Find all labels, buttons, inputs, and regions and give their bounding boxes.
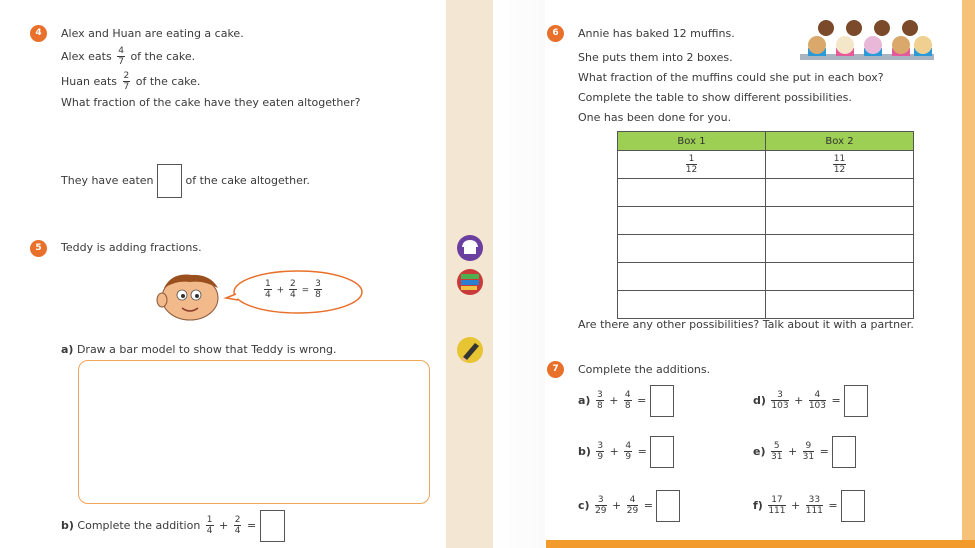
q6-line5: One has been done for you. bbox=[578, 111, 732, 124]
table-cell[interactable] bbox=[618, 235, 766, 263]
q4-answer-line bbox=[61, 164, 310, 198]
fraction: $\frac{4}{7}$ bbox=[118, 46, 124, 67]
answer-box[interactable] bbox=[832, 436, 856, 468]
q5a-text: Draw a bar model to show that Teddy is wrong. bbox=[76, 343, 337, 356]
q5b-text: Complete the addition bbox=[77, 519, 201, 532]
plus-sign: + bbox=[276, 285, 285, 296]
q5-line1: Teddy is adding fractions. bbox=[61, 241, 202, 254]
fraction: $\frac{9}{31}$ bbox=[802, 441, 815, 462]
teddy-face-image bbox=[152, 270, 224, 322]
q5b-line bbox=[61, 510, 285, 542]
equals-sign: = bbox=[637, 445, 647, 458]
q6-line1: Annie has baked 12 muffins. bbox=[578, 27, 735, 40]
q7-item-b bbox=[578, 436, 674, 468]
q4-huan-pre: Huan eats bbox=[61, 75, 118, 88]
q5a-label: a) bbox=[61, 343, 74, 356]
table-cell[interactable] bbox=[766, 179, 914, 207]
equals-sign: = bbox=[819, 445, 829, 458]
equals-sign: = bbox=[828, 499, 838, 512]
cupcake-icon bbox=[455, 234, 485, 262]
table-cell[interactable] bbox=[618, 263, 766, 291]
equals-sign: = bbox=[831, 394, 841, 407]
plus-sign: + bbox=[219, 519, 229, 532]
muffin-table-wrapper bbox=[617, 131, 914, 319]
table-row bbox=[618, 291, 914, 319]
q4-answer-post: of the cake altogether. bbox=[185, 174, 310, 187]
answer-box[interactable] bbox=[656, 490, 680, 522]
gutter-shadow bbox=[493, 0, 545, 548]
item-label: d) bbox=[753, 394, 766, 407]
q5b-label: b) bbox=[61, 519, 74, 532]
q7-item-d bbox=[753, 385, 868, 417]
fraction: $\frac{3}{9}$ bbox=[597, 441, 604, 462]
fraction: $\frac{3}{29}$ bbox=[595, 495, 607, 516]
equals-sign: = bbox=[637, 394, 647, 407]
muffin-table bbox=[617, 131, 914, 319]
fraction: $\frac{1}{4}$ bbox=[206, 515, 213, 536]
q4-alex-pre: Alex eats bbox=[61, 50, 112, 63]
plus-sign: + bbox=[609, 394, 619, 407]
answer-box[interactable] bbox=[844, 385, 868, 417]
item-label: a) bbox=[578, 394, 591, 407]
table-header-box2: Box 2 bbox=[766, 132, 914, 151]
item-label: e) bbox=[753, 445, 766, 458]
plus-sign: + bbox=[609, 445, 619, 458]
fraction: $\frac{1}{12}$ bbox=[685, 153, 698, 175]
item-label: c) bbox=[578, 499, 590, 512]
q4-line1: Alex and Huan are eating a cake. bbox=[61, 27, 244, 40]
table-cell[interactable] bbox=[766, 207, 914, 235]
fraction: $\frac{2}{4}$ bbox=[290, 279, 296, 300]
pencil-icon bbox=[455, 336, 485, 364]
q7-item-c bbox=[578, 490, 680, 522]
fraction: $\frac{4}{8}$ bbox=[624, 390, 631, 411]
table-row bbox=[618, 207, 914, 235]
fraction: $\frac{4}{103}$ bbox=[808, 390, 826, 411]
q4-question: What fraction of the cake have they eaten altogether? bbox=[61, 96, 361, 109]
fraction: $\frac{5}{31}$ bbox=[771, 441, 783, 462]
q7-item-a bbox=[578, 385, 674, 417]
question-7-number: 7 bbox=[547, 361, 564, 378]
plus-sign: + bbox=[794, 394, 804, 407]
equals-sign: = bbox=[246, 519, 257, 532]
question-4-number: 4 bbox=[30, 25, 47, 42]
fraction: $\frac{2}{7}$ bbox=[123, 71, 130, 92]
muffin-tray-image bbox=[798, 18, 938, 68]
q7-line1: Complete the additions. bbox=[578, 363, 711, 376]
table-cell[interactable] bbox=[766, 263, 914, 291]
item-label: f) bbox=[753, 499, 763, 512]
q5b-answer-box[interactable] bbox=[260, 510, 285, 542]
table-cell[interactable] bbox=[766, 291, 914, 319]
table-row bbox=[618, 263, 914, 291]
equals-sign: = bbox=[301, 285, 310, 296]
answer-box[interactable] bbox=[841, 490, 865, 522]
table-cell[interactable] bbox=[618, 207, 766, 235]
table-cell[interactable] bbox=[618, 291, 766, 319]
fraction: $\frac{11}{12}$ bbox=[833, 153, 846, 175]
q7-item-e bbox=[753, 436, 856, 468]
fraction: $\frac{4}{9}$ bbox=[625, 441, 632, 462]
table-row bbox=[618, 179, 914, 207]
table-cell[interactable] bbox=[766, 235, 914, 263]
fraction: $\frac{33}{111}$ bbox=[805, 495, 823, 516]
table-header-box1: Box 1 bbox=[618, 132, 766, 151]
q4-huan-post: of the cake. bbox=[135, 75, 201, 88]
q4-huan-line bbox=[61, 72, 200, 92]
q6-followup: Are there any other possibilities? Talk about it with a partner. bbox=[578, 318, 914, 331]
bar-model-drawing-area[interactable] bbox=[78, 360, 430, 504]
question-5-number: 5 bbox=[30, 240, 47, 257]
fraction: $\frac{4}{29}$ bbox=[626, 495, 639, 516]
q4-answer-pre: They have eaten bbox=[61, 174, 154, 187]
q6-line2: She puts them into 2 boxes. bbox=[578, 51, 733, 64]
answer-box[interactable] bbox=[650, 385, 674, 417]
fraction: $\frac{3}{8}$ bbox=[315, 279, 321, 300]
q5a-line bbox=[61, 343, 337, 356]
table-cell bbox=[766, 151, 914, 179]
equals-sign: = bbox=[643, 499, 653, 512]
question-6-number: 6 bbox=[547, 25, 564, 42]
q6-line4: Complete the table to show different possibilities. bbox=[578, 91, 852, 104]
plus-sign: + bbox=[612, 499, 622, 512]
q4-answer-box[interactable] bbox=[157, 164, 182, 198]
q6-line3: What fraction of the muffins could she put in each box? bbox=[578, 71, 884, 84]
bottom-orange-bar bbox=[546, 540, 975, 548]
table-row bbox=[618, 235, 914, 263]
answer-box[interactable] bbox=[650, 436, 674, 468]
q4-alex-line bbox=[61, 47, 195, 67]
right-margin-stripe bbox=[962, 0, 975, 548]
bubble-equation bbox=[262, 280, 324, 300]
plus-sign: + bbox=[791, 499, 801, 512]
fraction: $\frac{2}{4}$ bbox=[234, 515, 241, 536]
fraction: $\frac{1}{4}$ bbox=[265, 279, 271, 300]
plus-sign: + bbox=[787, 445, 798, 458]
item-label: b) bbox=[578, 445, 591, 458]
table-row bbox=[618, 151, 914, 179]
fraction: $\frac{3}{8}$ bbox=[596, 390, 603, 411]
books-icon bbox=[455, 268, 485, 296]
fraction: $\frac{17}{111}$ bbox=[768, 495, 786, 516]
q7-item-f bbox=[753, 490, 865, 522]
q4-alex-post: of the cake. bbox=[130, 50, 196, 63]
table-cell bbox=[618, 151, 766, 179]
table-cell[interactable] bbox=[618, 179, 766, 207]
fraction: $\frac{3}{103}$ bbox=[771, 390, 789, 411]
